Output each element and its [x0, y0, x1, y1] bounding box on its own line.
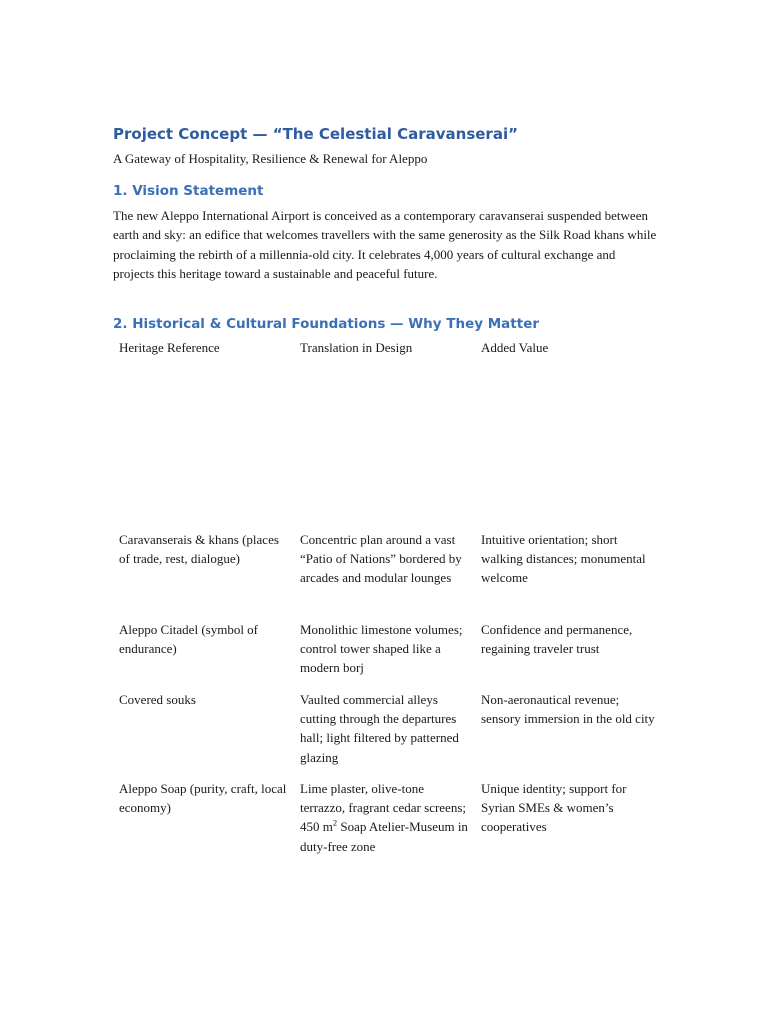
section-heading-foundations: 2. Historical & Cultural Foundations — Why They Matter	[113, 316, 540, 332]
table-cell: Covered souks	[119, 692, 196, 707]
table-header-value: Added Value	[481, 340, 549, 355]
vision-paragraph: The new Aleppo International Airport is conceived as a contemporary caravanserai suspended between earth and sky: an edifice that welcomes travellers with the same generosity as the Silk Road khans while proclaiming the rebirth of a millennia-old city. It celebrates 4,000 years of cultural exchange and projects this heritage toward a sustainable and peaceful future.	[113, 208, 657, 281]
table-cell: Confidence and permanence, regaining traveler trust	[481, 622, 633, 657]
table-cell-text: Soap Atelier-Museum in duty-free zone	[300, 819, 468, 854]
superscript-two: 2	[332, 818, 338, 829]
table-cell: Monolithic limestone volumes; control tower shaped like a modern borj	[300, 622, 463, 676]
table-cell: Non-aeronautical revenue; sensory immersion in the old city	[481, 692, 655, 727]
table-cell: Aleppo Citadel (symbol of endurance)	[119, 622, 259, 657]
section-heading-vision: 1. Vision Statement	[113, 183, 264, 199]
table-cell-text: Lime plaster, olive-tone terrazzo, fragrant cedar screens; 450 m	[300, 781, 466, 835]
table-header-translation: Translation in Design	[300, 340, 413, 355]
table-cell: Unique identity; support for Syrian SMEs & women’s cooperatives	[481, 781, 627, 835]
document-subtitle: A Gateway of Hospitality, Resilience & Renewal for Aleppo	[113, 151, 428, 166]
table-header-heritage: Heritage Reference	[119, 340, 220, 355]
table-cell: Concentric plan around a vast “Patio of Nations” bordered by arcades and modular lounges	[300, 532, 462, 586]
document-title: Project Concept — “The Celestial Caravanserai”	[113, 125, 518, 143]
table-cell: Aleppo Soap (purity, craft, local economy)	[119, 781, 287, 816]
table-cell: Intuitive orientation; short walking distances; monumental welcome	[481, 532, 646, 586]
table-cell	[300, 779, 472, 856]
table-cell: Vaulted commercial alleys cutting through the departures hall; light filtered by patterned glazing	[300, 692, 459, 765]
table-cell: Caravanserais & khans (places of trade, rest, dialogue)	[119, 532, 279, 567]
